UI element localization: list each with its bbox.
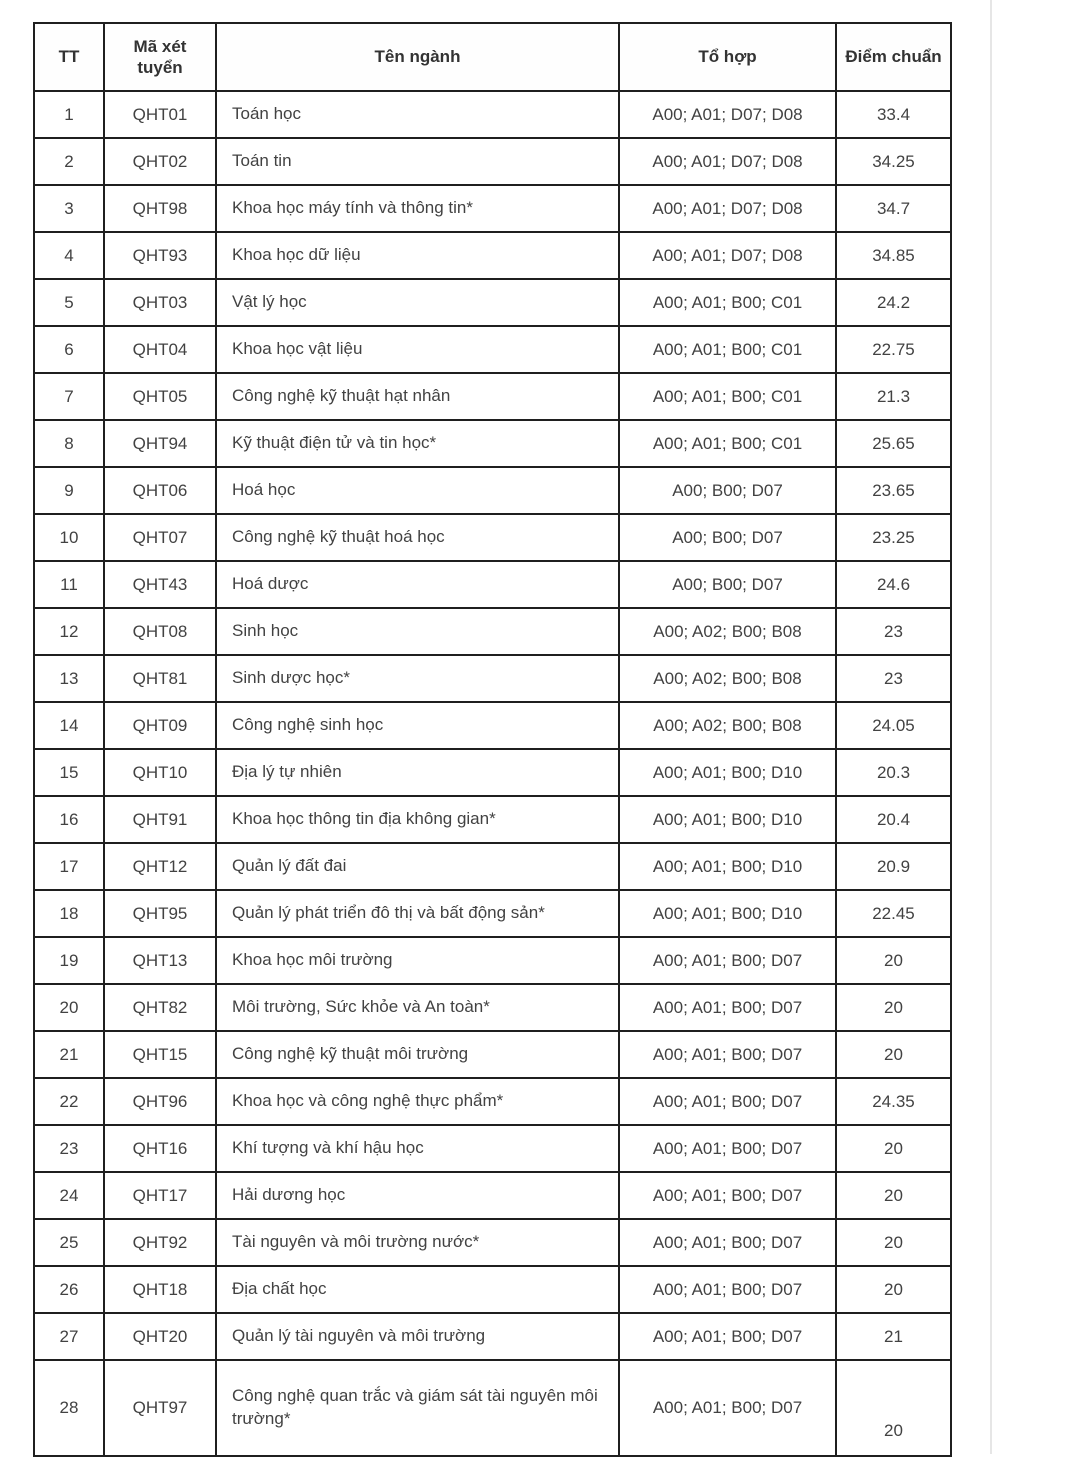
major-name-cell: Khoa học vật liệu — [216, 326, 619, 373]
subject-combo-cell: A00; A01; B00; D10 — [619, 890, 836, 937]
subject-combo-cell: A00; A01; B00; D07 — [619, 1078, 836, 1125]
admission-code-cell: QHT82 — [104, 984, 216, 1031]
subject-combo-cell: A00; A01; B00; D07 — [619, 1125, 836, 1172]
table-row — [34, 1219, 951, 1266]
row-index-cell: 16 — [34, 796, 104, 843]
admission-code-cell: QHT03 — [104, 279, 216, 326]
row-index-cell: 6 — [34, 326, 104, 373]
admission-code-cell: QHT16 — [104, 1125, 216, 1172]
subject-combo-cell: A00; A01; B00; D07 — [619, 937, 836, 984]
benchmark-score-cell: 23.25 — [836, 514, 951, 561]
admission-code-cell: QHT97 — [104, 1360, 216, 1456]
row-index-cell: 10 — [34, 514, 104, 561]
admission-code-cell: QHT92 — [104, 1219, 216, 1266]
major-name-cell: Khoa học môi trường — [216, 937, 619, 984]
table-row — [34, 279, 951, 326]
table-row — [34, 702, 951, 749]
row-index-cell: 9 — [34, 467, 104, 514]
major-name-cell: Toán tin — [216, 138, 619, 185]
major-name-cell: Khoa học thông tin địa không gian* — [216, 796, 619, 843]
admission-code-cell: QHT06 — [104, 467, 216, 514]
table-row — [34, 1031, 951, 1078]
page-edge-divider — [990, 0, 992, 1454]
column-header-major-name: Tên ngành — [216, 23, 619, 91]
subject-combo-cell: A00; A01; B00; D07 — [619, 1360, 836, 1456]
benchmark-score-cell: 23 — [836, 655, 951, 702]
admission-code-cell: QHT01 — [104, 91, 216, 138]
subject-combo-cell: A00; A01; B00; D10 — [619, 749, 836, 796]
major-name-cell: Khí tượng và khí hậu học — [216, 1125, 619, 1172]
row-index-cell: 3 — [34, 185, 104, 232]
benchmark-score-cell: 20 — [836, 1266, 951, 1313]
major-name-cell: Công nghệ sinh học — [216, 702, 619, 749]
row-index-cell: 22 — [34, 1078, 104, 1125]
admission-code-cell: QHT43 — [104, 561, 216, 608]
table-row — [34, 91, 951, 138]
admission-code-cell: QHT08 — [104, 608, 216, 655]
row-index-cell: 12 — [34, 608, 104, 655]
admission-code-cell: QHT96 — [104, 1078, 216, 1125]
table-row — [34, 1266, 951, 1313]
subject-combo-cell: A00; A02; B00; B08 — [619, 608, 836, 655]
row-index-cell: 28 — [34, 1360, 104, 1456]
table-row — [34, 608, 951, 655]
major-name-cell: Quản lý phát triển đô thị và bất động sản* — [216, 890, 619, 937]
benchmark-score-cell: 23.65 — [836, 467, 951, 514]
row-index-cell: 5 — [34, 279, 104, 326]
table-row — [34, 514, 951, 561]
table-header-row — [34, 23, 951, 91]
benchmark-score-cell: 34.7 — [836, 185, 951, 232]
subject-combo-cell: A00; A01; B00; D07 — [619, 1031, 836, 1078]
row-index-cell: 27 — [34, 1313, 104, 1360]
major-name-cell: Quản lý đất đai — [216, 843, 619, 890]
table-row — [34, 890, 951, 937]
subject-combo-cell: A00; A01; B00; D07 — [619, 1172, 836, 1219]
admission-code-cell: QHT95 — [104, 890, 216, 937]
row-index-cell: 17 — [34, 843, 104, 890]
major-name-cell: Tài nguyên và môi trường nước* — [216, 1219, 619, 1266]
row-index-cell: 21 — [34, 1031, 104, 1078]
subject-combo-cell: A00; A01; B00; D07 — [619, 1313, 836, 1360]
admission-code-cell: QHT98 — [104, 185, 216, 232]
subject-combo-cell: A00; A01; D07; D08 — [619, 138, 836, 185]
major-name-cell: Hoá dược — [216, 561, 619, 608]
major-name-cell: Địa chất học — [216, 1266, 619, 1313]
subject-combo-cell: A00; B00; D07 — [619, 467, 836, 514]
benchmark-score-cell: 24.35 — [836, 1078, 951, 1125]
major-name-cell: Hải dương học — [216, 1172, 619, 1219]
major-name-cell: Hoá học — [216, 467, 619, 514]
benchmark-score-cell: 20.4 — [836, 796, 951, 843]
column-header-tt: TT — [34, 23, 104, 91]
table-row — [34, 326, 951, 373]
table-row — [34, 185, 951, 232]
row-index-cell: 19 — [34, 937, 104, 984]
subject-combo-cell: A00; A01; B00; D07 — [619, 1266, 836, 1313]
table-row — [34, 1172, 951, 1219]
row-index-cell: 2 — [34, 138, 104, 185]
table-row — [34, 138, 951, 185]
column-header-combo: Tổ hợp — [619, 23, 836, 91]
table-row — [34, 1313, 951, 1360]
benchmark-score-cell: 20 — [836, 1219, 951, 1266]
admission-code-cell: QHT18 — [104, 1266, 216, 1313]
benchmark-score-cell: 34.25 — [836, 138, 951, 185]
subject-combo-cell: A00; A01; D07; D08 — [619, 91, 836, 138]
admission-code-cell: QHT05 — [104, 373, 216, 420]
admission-code-cell: QHT12 — [104, 843, 216, 890]
table-row — [34, 655, 951, 702]
table-row — [34, 796, 951, 843]
benchmark-score-cell: 20 — [836, 1360, 951, 1456]
row-index-cell: 26 — [34, 1266, 104, 1313]
admission-code-cell: QHT02 — [104, 138, 216, 185]
benchmark-score-cell: 20 — [836, 1125, 951, 1172]
row-index-cell: 13 — [34, 655, 104, 702]
table-row — [34, 373, 951, 420]
subject-combo-cell: A00; A01; B00; C01 — [619, 420, 836, 467]
major-name-cell: Môi trường, Sức khỏe và An toàn* — [216, 984, 619, 1031]
subject-combo-cell: A00; B00; D07 — [619, 561, 836, 608]
table-row — [34, 937, 951, 984]
benchmark-score-cell: 33.4 — [836, 91, 951, 138]
benchmark-score-cell: 23 — [836, 608, 951, 655]
table-row — [34, 749, 951, 796]
column-header-code: Mã xét tuyển — [104, 23, 216, 91]
admission-code-cell: QHT04 — [104, 326, 216, 373]
benchmark-score-cell: 20 — [836, 984, 951, 1031]
column-header-score: Điểm chuẩn — [836, 23, 951, 91]
major-name-cell: Sinh dược học* — [216, 655, 619, 702]
benchmark-score-cell: 34.85 — [836, 232, 951, 279]
major-name-cell: Vật lý học — [216, 279, 619, 326]
row-index-cell: 8 — [34, 420, 104, 467]
subject-combo-cell: A00; A01; D07; D08 — [619, 185, 836, 232]
table-row — [34, 467, 951, 514]
major-name-cell: Công nghệ kỹ thuật hoá học — [216, 514, 619, 561]
benchmark-score-cell: 21 — [836, 1313, 951, 1360]
major-name-cell: Khoa học dữ liệu — [216, 232, 619, 279]
row-index-cell: 15 — [34, 749, 104, 796]
subject-combo-cell: A00; A01; B00; D07 — [619, 984, 836, 1031]
major-name-cell: Công nghệ kỹ thuật hạt nhân — [216, 373, 619, 420]
table-row — [34, 1125, 951, 1172]
major-name-cell: Kỹ thuật điện tử và tin học* — [216, 420, 619, 467]
benchmark-score-cell: 24.6 — [836, 561, 951, 608]
benchmark-score-cell: 22.75 — [836, 326, 951, 373]
major-name-cell: Quản lý tài nguyên và môi trường — [216, 1313, 619, 1360]
admission-code-cell: QHT94 — [104, 420, 216, 467]
table-row — [34, 984, 951, 1031]
row-index-cell: 14 — [34, 702, 104, 749]
row-index-cell: 20 — [34, 984, 104, 1031]
row-index-cell: 25 — [34, 1219, 104, 1266]
major-name-cell: Công nghệ kỹ thuật môi trường — [216, 1031, 619, 1078]
subject-combo-cell: A00; A01; D07; D08 — [619, 232, 836, 279]
admission-code-cell: QHT17 — [104, 1172, 216, 1219]
benchmark-score-cell: 20 — [836, 937, 951, 984]
major-name-cell: Công nghệ quan trắc và giám sát tài nguyên môi trường* — [216, 1360, 619, 1456]
major-name-cell: Địa lý tự nhiên — [216, 749, 619, 796]
subject-combo-cell: A00; A01; B00; D10 — [619, 796, 836, 843]
admission-code-cell: QHT91 — [104, 796, 216, 843]
benchmark-score-cell: 20.9 — [836, 843, 951, 890]
admission-code-cell: QHT07 — [104, 514, 216, 561]
subject-combo-cell: A00; B00; D07 — [619, 514, 836, 561]
table-row — [34, 420, 951, 467]
benchmark-score-cell: 22.45 — [836, 890, 951, 937]
admission-code-cell: QHT20 — [104, 1313, 216, 1360]
row-index-cell: 7 — [34, 373, 104, 420]
row-index-cell: 1 — [34, 91, 104, 138]
table-row — [34, 1360, 951, 1456]
subject-combo-cell: A00; A02; B00; B08 — [619, 702, 836, 749]
benchmark-score-cell: 25.65 — [836, 420, 951, 467]
subject-combo-cell: A00; A01; B00; D10 — [619, 843, 836, 890]
row-index-cell: 11 — [34, 561, 104, 608]
benchmark-score-cell: 24.2 — [836, 279, 951, 326]
major-name-cell: Toán học — [216, 91, 619, 138]
subject-combo-cell: A00; A01; B00; D07 — [619, 1219, 836, 1266]
subject-combo-cell: A00; A01; B00; C01 — [619, 279, 836, 326]
admission-code-cell: QHT15 — [104, 1031, 216, 1078]
admission-code-cell: QHT09 — [104, 702, 216, 749]
benchmark-score-cell: 24.05 — [836, 702, 951, 749]
admission-scores-table — [33, 22, 952, 1457]
benchmark-score-cell: 21.3 — [836, 373, 951, 420]
admission-code-cell: QHT13 — [104, 937, 216, 984]
row-index-cell: 24 — [34, 1172, 104, 1219]
table-row — [34, 1078, 951, 1125]
benchmark-score-cell: 20 — [836, 1172, 951, 1219]
subject-combo-cell: A00; A01; B00; C01 — [619, 326, 836, 373]
table-row — [34, 561, 951, 608]
admission-code-cell: QHT10 — [104, 749, 216, 796]
row-index-cell: 18 — [34, 890, 104, 937]
major-name-cell: Khoa học và công nghệ thực phẩm* — [216, 1078, 619, 1125]
benchmark-score-cell: 20.3 — [836, 749, 951, 796]
subject-combo-cell: A00; A02; B00; B08 — [619, 655, 836, 702]
benchmark-score-cell: 20 — [836, 1031, 951, 1078]
admission-code-cell: QHT93 — [104, 232, 216, 279]
row-index-cell: 4 — [34, 232, 104, 279]
major-name-cell: Khoa học máy tính và thông tin* — [216, 185, 619, 232]
admission-code-cell: QHT81 — [104, 655, 216, 702]
major-name-cell: Sinh học — [216, 608, 619, 655]
table-row — [34, 843, 951, 890]
table-body — [34, 91, 951, 1456]
subject-combo-cell: A00; A01; B00; C01 — [619, 373, 836, 420]
row-index-cell: 23 — [34, 1125, 104, 1172]
table-row — [34, 232, 951, 279]
